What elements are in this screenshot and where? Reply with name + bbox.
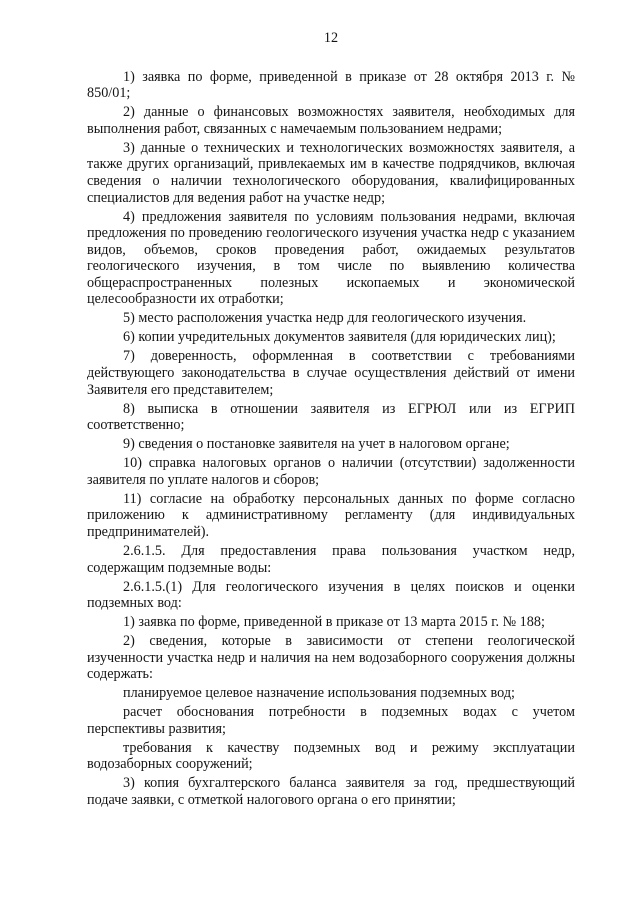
list-item-tax-certificate: 10) справка налоговых органов о наличии (отсутствии) задолженности заявителя по уплате налогов и сборов;	[87, 455, 575, 488]
page-number: 12	[323, 30, 339, 46]
sub-item-intended-use: планируемое целевое назначение использования подземных вод;	[123, 685, 515, 702]
list-item-site-location: 5) место расположения участка недр для геологического изучения.	[123, 310, 527, 327]
list-item-application-form: 1) заявка по форме, приведенной в приказе от 28 октября 2013 г. № 850/01;	[87, 68, 575, 102]
list-item-tax-registration: 9) сведения о постановке заявителя на учет в налоговом органе;	[123, 436, 510, 453]
list-item-registry-extract: 8) выписка в отношении заявителя из ЕГРЮЛ или из ЕГРИП соответственно;	[87, 400, 575, 434]
list-item-application-form-2015: 1) заявка по форме, приведенной в приказе от 13 марта 2015 г. № 188;	[123, 614, 545, 631]
subsection-heading-geological-study: 2.6.1.5.(1) Для геологического изучения в целях поисков и оценки подземных вод:	[87, 578, 575, 612]
list-item-technical-data: 3) данные о технических и технологических возможностях заявителя, а также других организаций, привлекаемых им в качестве подрядчиков, включая сведения о наличии технологического оборудования, квалифицированных специалистов для ведения работ на участке недр;	[87, 139, 575, 206]
list-item-proposals: 4) предложения заявителя по условиям пользования недрами, включая предложения по проведению геологического изучения участка недр с указанием видов, объемов, сроков проведения работ, ожидаемых результатов геологического изучения, в том числе по выявлению количества общераспространенных полезных ископаемых и экономической целесообразности их отработки;	[87, 208, 575, 308]
list-item-study-information: 2) сведения, которые в зависимости от степени геологической изученности участка недр и наличия на нем водозаборного сооружения должны содержать:	[87, 633, 575, 683]
list-item-power-of-attorney: 7) доверенность, оформленная в соответствии с требованиями действующего законодательства в случае осуществления действий от имени Заявителя его представителем;	[87, 348, 575, 398]
sub-item-quality-requirements: требования к качеству подземных вод и режиму эксплуатации водозаборных сооружений;	[87, 739, 575, 773]
document-page	[87, 30, 575, 811]
list-item-financial-data: 2) данные о финансовых возможностях заявителя, необходимых для выполнения работ, связанных с намечаемым пользованием недрами;	[87, 104, 575, 137]
section-heading-groundwater: 2.6.1.5. Для предоставления права пользования участком недр, содержащим подземные воды:	[87, 542, 575, 576]
list-item-personal-data-consent: 11) согласие на обработку персональных данных по форме согласно приложению к административному регламенту (для индивидуальных предпринимателей).	[87, 490, 575, 540]
list-item-founding-documents: 6) копии учредительных документов заявителя (для юридических лиц);	[123, 329, 556, 346]
list-item-balance-sheet: 3) копия бухгалтерского баланса заявителя за год, предшествующий подаче заявки, с отметкой налогового органа о его принятии;	[87, 775, 575, 808]
sub-item-demand-calculation: расчет обоснования потребности в подземных водах с учетом перспективы развития;	[87, 704, 575, 737]
